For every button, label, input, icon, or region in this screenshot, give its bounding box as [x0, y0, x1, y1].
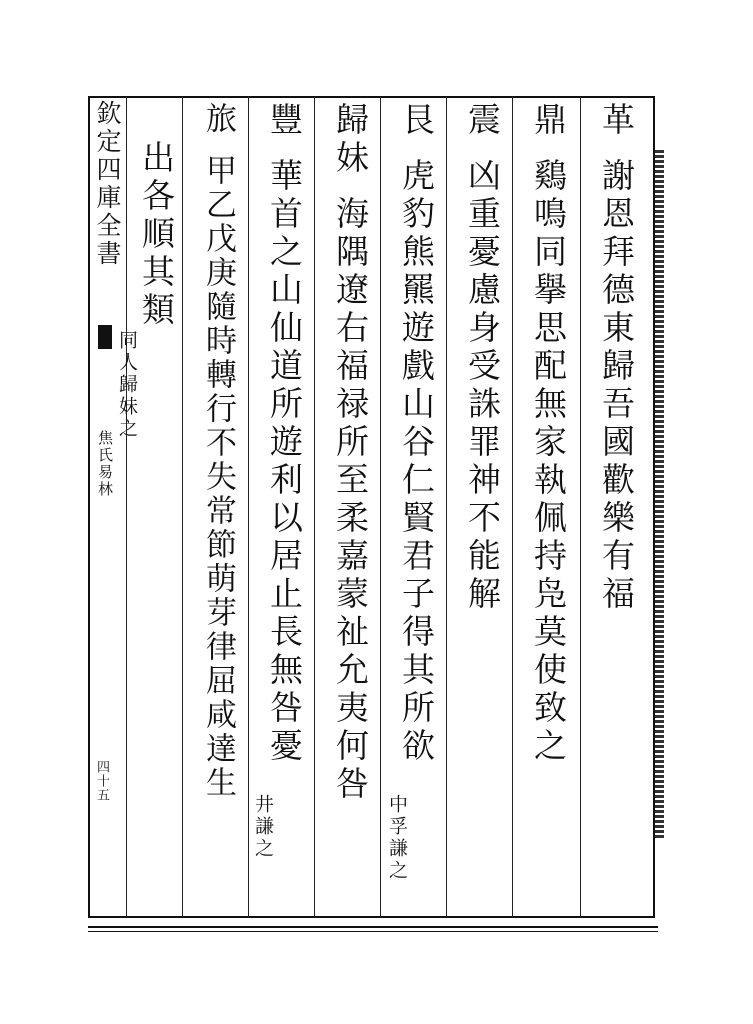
text-column	[522, 102, 574, 766]
book-title: 欽定四庫全書	[93, 100, 122, 268]
verse-text: 虎豹熊羆遊戲山谷仁賢君子得其所欲	[397, 158, 436, 766]
column-rule	[512, 96, 513, 918]
verse-text: 凶重憂慮身受誅罪神不能解	[463, 158, 502, 614]
text-column	[192, 102, 244, 800]
column-rule	[580, 96, 581, 918]
column-rule	[380, 96, 381, 918]
hexagram-name: 歸妹	[331, 102, 370, 178]
text-column	[390, 102, 442, 766]
column-rule	[182, 96, 183, 918]
hexagram-name: 革	[597, 102, 636, 140]
column-rule	[446, 96, 447, 918]
column-rule	[314, 96, 315, 918]
annotation-note: 井謙之	[252, 794, 274, 860]
verse-text: 鷄鳴同擧思配無家執佩持凫莫使致之	[529, 158, 568, 766]
hexagram-name: 旅	[200, 102, 236, 136]
binding-edge	[655, 150, 664, 840]
page-number: 四十五	[94, 760, 109, 802]
bottom-rule	[88, 926, 658, 932]
text-column	[130, 140, 182, 330]
text-column	[324, 102, 376, 804]
annotation-note: 同人歸妹之	[116, 330, 138, 440]
column-rule	[248, 96, 249, 918]
verse-text: 華首之山仙道所遊利以居止長無咎憂	[265, 158, 304, 766]
hexagram-name: 艮	[397, 102, 436, 140]
verse-text: 謝恩拜德東歸吾國歡樂有福	[597, 158, 636, 614]
annotation-note: 中孚謙之	[386, 794, 408, 882]
text-column	[258, 102, 310, 766]
text-column	[456, 102, 508, 614]
text-column	[590, 102, 642, 614]
book-subtitle: 焦氏易林	[96, 430, 114, 498]
column-rule	[126, 96, 127, 918]
verse-text: 出各順其類	[137, 140, 176, 330]
hexagram-name: 震	[463, 102, 502, 140]
fishtail-mark	[98, 325, 112, 349]
hexagram-name: 鼎	[529, 102, 568, 140]
hexagram-name: 豐	[265, 102, 304, 140]
verse-text: 甲乙戊庚隨時轉行不失常節萌芽律屈咸達生	[200, 154, 236, 800]
verse-text: 海隅遼右福禄所至柔嘉蒙祉允夷何咎	[331, 196, 370, 804]
